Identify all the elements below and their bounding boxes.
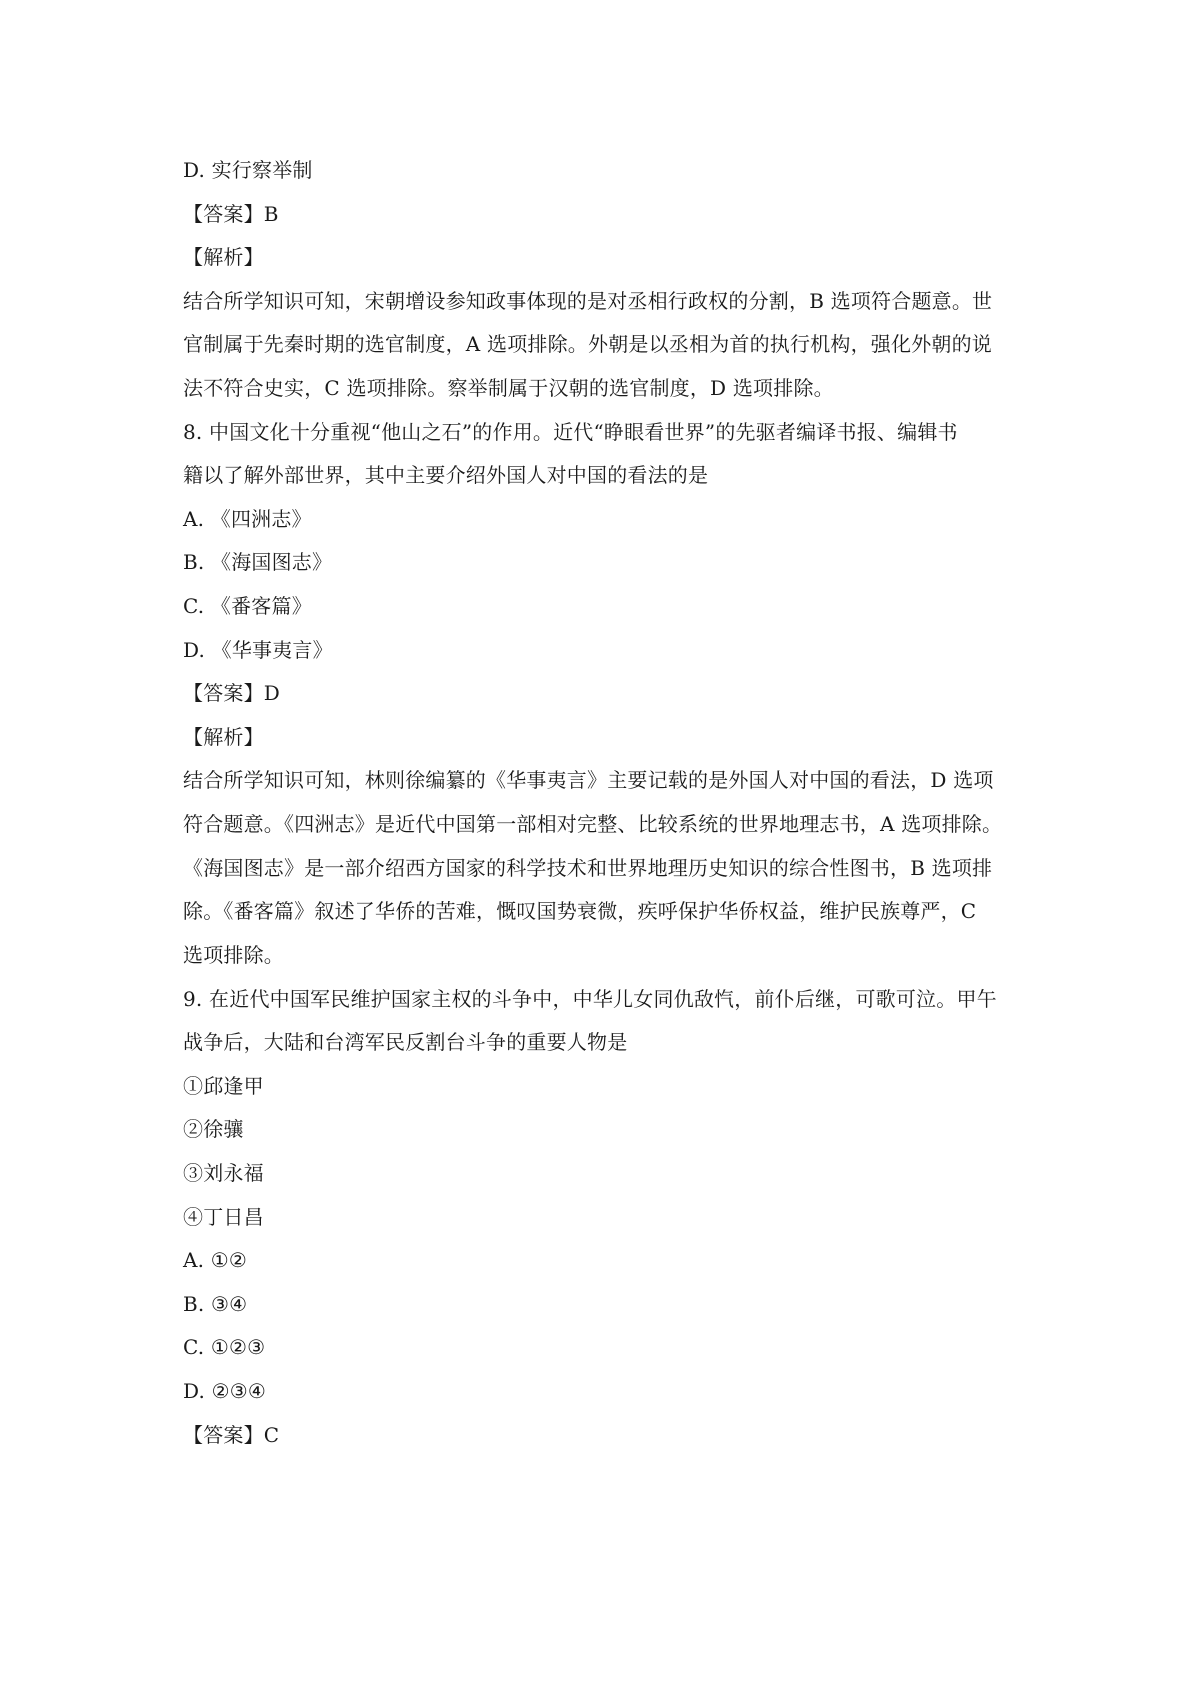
q9-stem-line: 9. 在近代中国军民维护国家主权的斗争中，中华儿女同仇敌忾，前仆后继，可歌可泣。甲午	[183, 987, 997, 1011]
q8-analysis-line: 选项排除。	[183, 943, 284, 967]
q8-analysis-line: 《海国图志》是一部介绍西方国家的科学技术和世界地理历史知识的综合性图书，B 选项排	[183, 856, 993, 880]
q9-option-c: C. ①②③	[183, 1335, 266, 1359]
q8-analysis-line: 结合所学知识可知，林则徐编纂的《华事夷言》主要记载的是外国人对中国的看法，D 选项	[183, 768, 994, 792]
q9-item-1: ①邱逢甲	[183, 1074, 264, 1098]
q9-option-a: A. ①②	[183, 1248, 248, 1272]
q9-item-3: ③刘永福	[183, 1161, 264, 1185]
q8-stem-line: 籍以了解外部世界，其中主要介绍外国人对中国的看法的是	[183, 463, 709, 487]
q9-answer: 【答案】C	[183, 1423, 280, 1447]
q9-item-2: ②徐骧	[183, 1117, 244, 1141]
q8-option-c: C. 《番客篇》	[183, 594, 312, 618]
q7-analysis-line: 法不符合史实，C 选项排除。察举制属于汉朝的选官制度，D 选项排除。	[183, 376, 834, 400]
q7-answer: 【答案】B	[183, 202, 279, 226]
q7-analysis-heading: 【解析】	[183, 245, 264, 269]
q8-stem-line: 8. 中国文化十分重视“他山之石”的作用。近代“睁眼看世界”的先驱者编译书报、编辑书	[183, 420, 958, 444]
q8-answer: 【答案】D	[183, 681, 281, 705]
q9-stem-line: 战争后，大陆和台湾军民反割台斗争的重要人物是	[183, 1030, 628, 1054]
q8-analysis-line: 符合题意。《四洲志》是近代中国第一部相对完整、比较系统的世界地理志书，A 选项排除。	[183, 812, 1003, 836]
q8-option-b: B. 《海国图志》	[183, 550, 333, 574]
q7-analysis-line: 结合所学知识可知，宋朝增设参知政事体现的是对丞相行政权的分割，B 选项符合题意。世	[183, 289, 993, 313]
q8-analysis-heading: 【解析】	[183, 725, 264, 749]
q7-option-d: D. 实行察举制	[183, 158, 313, 182]
q9-option-b: B. ③④	[183, 1292, 248, 1316]
q9-option-d: D. ②③④	[183, 1379, 267, 1403]
q8-option-d: D. 《华事夷言》	[183, 638, 333, 662]
q7-analysis-line: 官制属于先秦时期的选官制度，A 选项排除。外朝是以丞相为首的执行机构，强化外朝的说	[183, 332, 993, 356]
q9-item-4: ④丁日昌	[183, 1205, 264, 1229]
q8-option-a: A. 《四洲志》	[183, 507, 312, 531]
q8-analysis-line: 除。《番客篇》叙述了华侨的苦难，慨叹国势衰微，疾呼保护华侨权益，维护民族尊严，C	[183, 899, 977, 923]
